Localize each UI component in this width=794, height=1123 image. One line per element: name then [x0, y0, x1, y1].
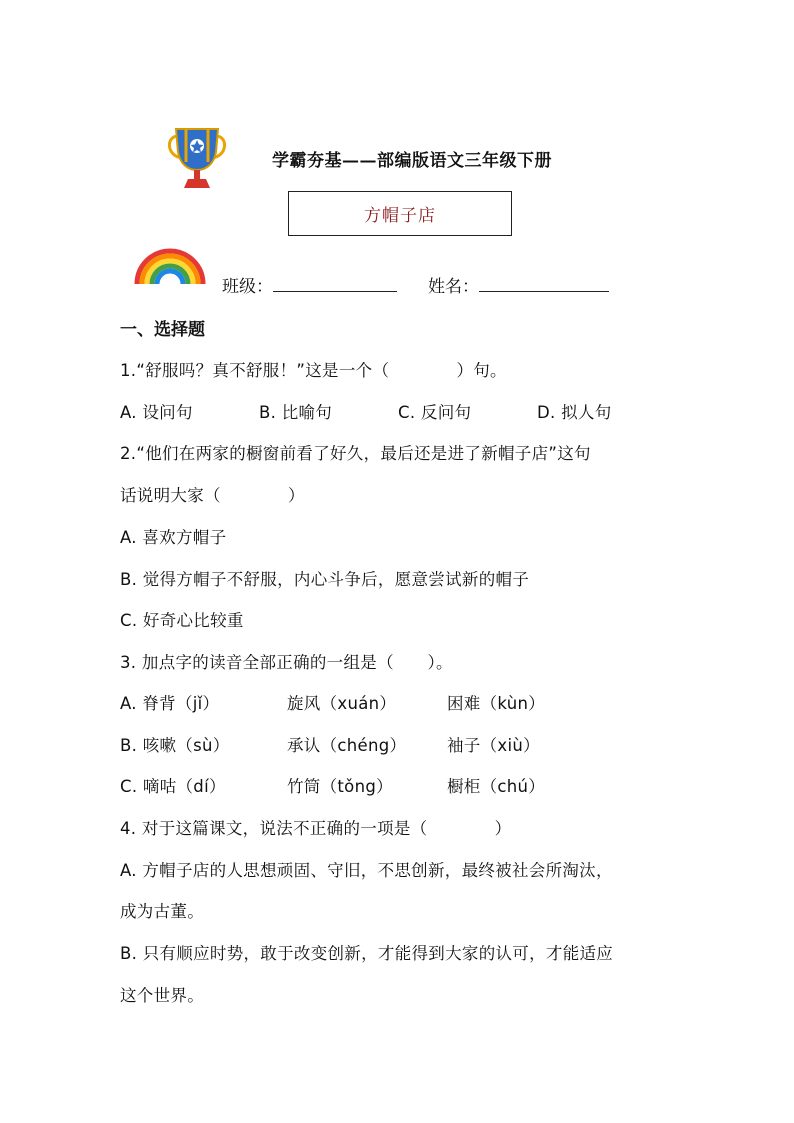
- q2-option-b[interactable]: B. 觉得方帽子不舒服，内心斗争后，愿意尝试新的帽子: [120, 570, 530, 589]
- class-input[interactable]: [273, 277, 397, 292]
- q3-c-word3: 橱柜（chú）: [447, 777, 546, 796]
- q2-option-a[interactable]: A. 喜欢方帽子: [120, 528, 227, 547]
- q1-option-b[interactable]: B. 比喻句: [259, 403, 333, 422]
- q4-option-a-line2: 成为古董。: [120, 902, 204, 921]
- q3-b-word2: 承认（chéng）: [287, 736, 407, 755]
- q3-b-word1: B. 咳嗽（sù）: [120, 736, 230, 755]
- q1-option-a[interactable]: A. 设问句: [120, 403, 193, 422]
- q3-c-word1: C. 嘀咕（dí）: [120, 777, 226, 796]
- name-field: [428, 272, 609, 297]
- q3-c-word2: 竹筒（tǒng）: [287, 777, 393, 796]
- q4-stem: 4. 对于这篇课文，说法不正确的一项是（ ）: [120, 819, 512, 838]
- q1-stem: 1.“舒服吗？真不舒服！”这是一个（ ）句。: [120, 361, 507, 380]
- q3-a-word3: 困难（kùn）: [447, 694, 546, 713]
- lesson-title-box: [288, 191, 512, 236]
- q3-option-c[interactable]: [120, 773, 545, 797]
- class-field: [222, 272, 397, 297]
- q4-option-b-line1[interactable]: B. 只有顺应时势，敢于改变创新，才能得到大家的认可，才能适应: [120, 944, 614, 963]
- q3-a-word1: A. 脊背（jǐ）: [120, 694, 220, 713]
- q2-option-c[interactable]: C. 好奇心比较重: [120, 611, 244, 630]
- section-title: 一、选择题: [120, 320, 205, 340]
- q4-option-a-line1[interactable]: A. 方帽子店的人思想顽固、守旧，不思创新，最终被社会所淘汰，: [120, 861, 613, 880]
- name-label: 姓名：: [428, 277, 479, 297]
- class-label: 班级：: [222, 277, 273, 297]
- q2-stem-line1: 2.“他们在两家的橱窗前看了好久，最后还是进了新帽子店”这句: [120, 444, 591, 463]
- trophy-icon: [164, 126, 230, 190]
- lesson-title: 方帽子店: [364, 206, 436, 226]
- name-input[interactable]: [479, 277, 609, 292]
- q3-a-word2: 旋风（xuán）: [287, 694, 397, 713]
- q3-b-word3: 袖子（xiù）: [447, 736, 540, 755]
- q1-option-d[interactable]: D. 拟人句: [537, 403, 612, 422]
- rainbow-icon: [133, 246, 207, 286]
- header-title: 学霸夯基——部编版语文三年级下册: [272, 151, 552, 171]
- q4-option-b-line2: 这个世界。: [120, 986, 204, 1005]
- q3-option-a[interactable]: [120, 690, 545, 714]
- q2-stem-line2: 话说明大家（ ）: [120, 486, 305, 505]
- q3-option-b[interactable]: [120, 732, 540, 756]
- q1-option-c[interactable]: C. 反问句: [398, 403, 472, 422]
- q3-stem: 3. 加点字的读音全部正确的一组是（ ）。: [120, 653, 453, 672]
- q1-options: [120, 399, 612, 423]
